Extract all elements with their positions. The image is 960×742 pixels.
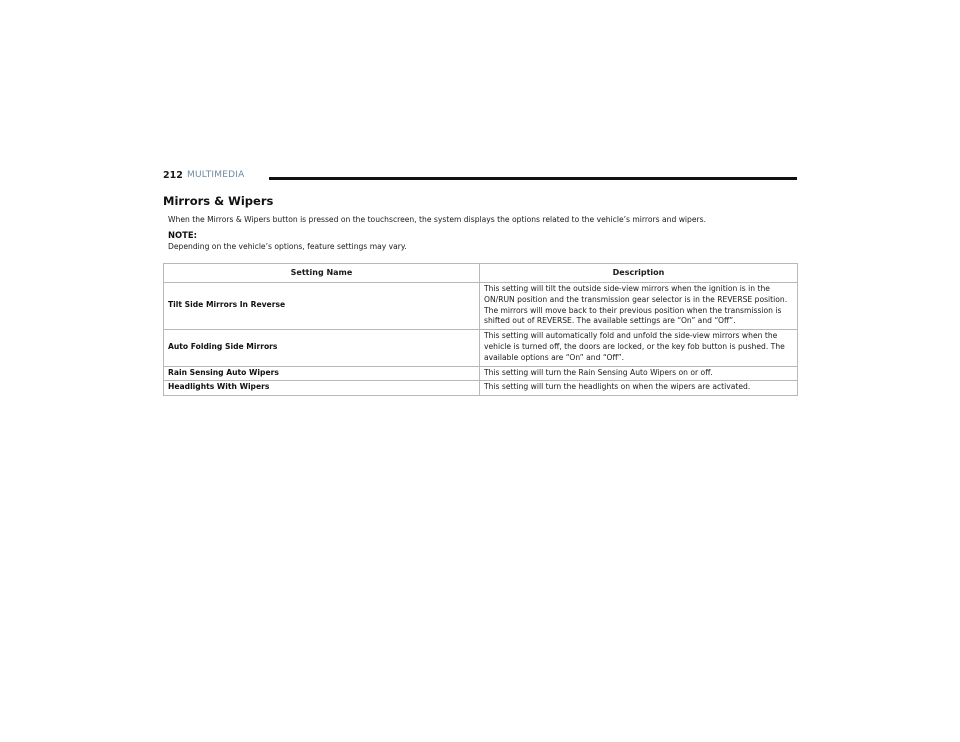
setting-name: Headlights With Wipers — [164, 381, 480, 396]
table-row — [164, 366, 798, 381]
note-text: Depending on the vehicle’s options, feature settings may vary. — [168, 242, 407, 251]
setting-description: This setting will turn the headlights on when the wipers are activated. — [480, 381, 798, 396]
header-rule — [269, 177, 797, 180]
page-header — [163, 170, 797, 184]
settings-table — [163, 263, 798, 396]
setting-description: This setting will tilt the outside side-view mirrors when the ignition is in the ON/RUN position and the transmission gear selector is in the REVERSE position. The mirrors will move back to their previous position when the transmission is shifted out of REVERSE. The available settings are “On” and “Off”. — [480, 283, 798, 330]
header-setting-name: Setting Name — [164, 264, 480, 283]
setting-name: Auto Folding Side Mirrors — [164, 330, 480, 366]
setting-name: Rain Sensing Auto Wipers — [164, 366, 480, 381]
note-label: NOTE: — [168, 230, 197, 240]
table-row — [164, 330, 798, 366]
page-number: 212 — [163, 170, 183, 181]
table-row — [164, 283, 798, 330]
setting-description: This setting will automatically fold and unfold the side-view mirrors when the vehicle is turned off, the doors are locked, or the key fob button is pushed. The available options are “On” and “Off”. — [480, 330, 798, 366]
table-header-row — [164, 264, 798, 283]
section-label: MULTIMEDIA — [187, 170, 245, 180]
header-description: Description — [480, 264, 798, 283]
intro-paragraph: When the Mirrors & Wipers button is pressed on the touchscreen, the system displays the options related to the vehicle’s mirrors and wipers. — [168, 215, 707, 224]
table-row — [164, 381, 798, 396]
setting-name: Tilt Side Mirrors In Reverse — [164, 283, 480, 330]
setting-description: This setting will turn the Rain Sensing Auto Wipers on or off. — [480, 366, 798, 381]
section-title: Mirrors & Wipers — [163, 194, 274, 208]
